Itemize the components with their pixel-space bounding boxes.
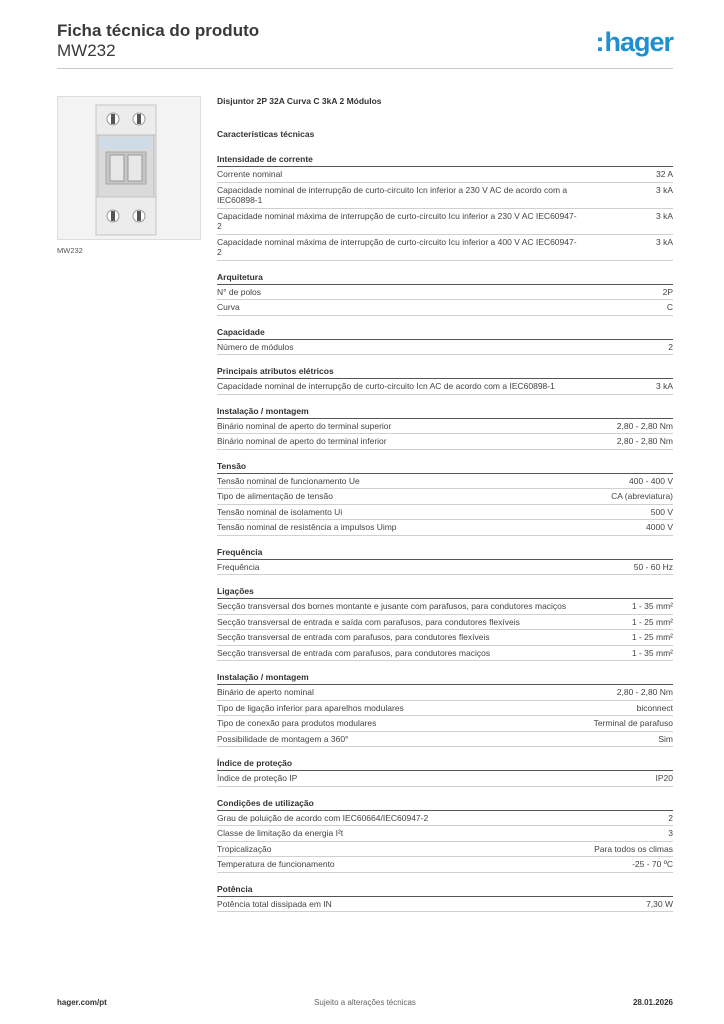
spec-label: Tensão nominal de resistência a impulsos Uimp xyxy=(217,522,397,532)
spec-value: biconnect xyxy=(636,702,673,713)
spec-label: Classe de limitação da energia I²t xyxy=(217,828,344,838)
spec-row xyxy=(217,434,673,450)
section-title: Instalação / montagem xyxy=(217,406,673,419)
spec-label: Índice de proteção IP xyxy=(217,773,298,783)
spec-label: Secção transversal dos bornes montante e jusante com parafusos, para condutores maciços xyxy=(217,601,567,611)
spec-value: 7,30 W xyxy=(646,898,673,909)
spec-value: 1 - 35 mm² xyxy=(631,601,673,611)
spec-row xyxy=(217,183,673,209)
spec-row xyxy=(217,826,673,842)
spec-value: 500 V xyxy=(650,506,673,517)
spec-value: 3 kA xyxy=(655,381,673,391)
spec-row xyxy=(217,771,673,787)
spec-value: 400 - 400 V xyxy=(629,475,673,486)
spec-section xyxy=(217,327,673,356)
spec-row xyxy=(217,285,673,301)
spec-label: Capacidade nominal de interrupção de curto-circuito Icn AC de acordo com a IEC60898-1 xyxy=(217,381,555,391)
tech-heading: Características técnicas xyxy=(217,129,315,139)
spec-section xyxy=(217,798,673,873)
spec-section xyxy=(217,154,673,261)
section-title: Frequência xyxy=(217,547,673,560)
footer-website: hager.com/pt xyxy=(57,998,107,1007)
spec-value: 1 - 35 mm² xyxy=(631,647,673,658)
spec-row xyxy=(217,615,673,631)
spec-label: Tensão nominal de funcionamento Ue xyxy=(217,475,360,486)
footer-notice: Sujeito a alterações técnicas xyxy=(314,998,416,1007)
spec-value: C xyxy=(666,302,673,312)
product-code: MW232 xyxy=(57,41,116,60)
spec-label: Binário nominal de aperto do terminal inferior xyxy=(217,436,387,446)
spec-row xyxy=(217,630,673,646)
spec-row xyxy=(217,685,673,701)
spec-value: 2,80 - 2,80 Nm xyxy=(616,420,673,431)
footer-date: 28.01.2026 xyxy=(632,998,673,1007)
photo-caption: MW232 xyxy=(57,246,83,255)
spec-value: 1 - 25 mm² xyxy=(631,616,673,627)
spec-row xyxy=(217,419,673,435)
spec-label: Capacidade nominal máxima de interrupção de curto-circuito Icu inferior a 230 V AC IEC60947-2 xyxy=(217,210,577,231)
spec-row xyxy=(217,897,673,913)
spec-value: 2P xyxy=(662,286,673,297)
spec-label: Número de módulos xyxy=(217,341,294,352)
spec-value: -25 - 70 ºC xyxy=(632,859,673,869)
spec-value: 3 kA xyxy=(655,184,673,195)
spec-value: 4000 V xyxy=(646,522,673,532)
section-title: Capacidade xyxy=(217,327,673,340)
spec-value: 3 xyxy=(668,828,673,838)
spec-row xyxy=(217,474,673,490)
spec-label: Capacidade nominal de interrupção de curto-circuito Icn inferior a 230 V AC de acordo com a IEC60898-1 xyxy=(217,184,568,205)
page-header xyxy=(57,21,673,61)
header-divider xyxy=(57,68,673,69)
spec-section xyxy=(217,406,673,450)
section-title: Principais atributos elétricos xyxy=(217,366,673,379)
spec-row xyxy=(217,489,673,505)
spec-row xyxy=(217,505,673,521)
section-title: Condições de utilização xyxy=(217,798,673,811)
spec-row xyxy=(217,811,673,827)
spec-label: Potência total dissipada em IN xyxy=(217,898,332,909)
spec-row xyxy=(217,209,673,235)
spec-value: 2 xyxy=(668,341,673,352)
spec-label: Tensão nominal de isolamento Ui xyxy=(217,506,343,517)
spec-section xyxy=(217,461,673,536)
spec-row xyxy=(217,379,673,395)
circuit-breaker-image xyxy=(58,97,200,239)
section-title: Instalação / montagem xyxy=(217,672,673,685)
spec-label: Binário nominal de aperto do terminal superior xyxy=(217,420,392,431)
spec-row xyxy=(217,857,673,873)
section-title: Intensidade de corrente xyxy=(217,154,673,167)
spec-value: Sim xyxy=(658,733,673,744)
spec-label: Tipo de conexão para produtos modulares xyxy=(217,718,377,728)
section-title: Ligações xyxy=(217,586,673,599)
spec-row xyxy=(217,560,673,576)
spec-sheet xyxy=(217,96,673,912)
spec-section xyxy=(217,758,673,787)
spec-label: Frequência xyxy=(217,561,260,572)
spec-section xyxy=(217,272,673,316)
spec-value: 3 kA xyxy=(655,210,673,221)
spec-value: Para todos os climas xyxy=(594,843,673,854)
page-title: Ficha técnica do produto xyxy=(57,21,260,40)
spec-label: Binário de aperto nominal xyxy=(217,687,314,697)
spec-row xyxy=(217,340,673,356)
spec-value: 2,80 - 2,80 Nm xyxy=(616,687,673,697)
spec-section xyxy=(217,884,673,913)
spec-label: Tropicalização xyxy=(217,843,272,854)
section-title: Tensão xyxy=(217,461,673,474)
spec-label: Corrente nominal xyxy=(217,169,283,179)
hager-logo: :hager xyxy=(595,27,673,57)
spec-label: Temperatura de funcionamento xyxy=(217,859,335,869)
spec-value: Terminal de parafuso xyxy=(593,718,673,728)
spec-row xyxy=(217,167,673,183)
spec-value: 50 - 60 Hz xyxy=(633,561,673,572)
spec-section xyxy=(217,366,673,395)
spec-row xyxy=(217,520,673,536)
spec-section xyxy=(217,547,673,576)
spec-row xyxy=(217,300,673,316)
spec-section xyxy=(217,672,673,747)
section-title: Índice de proteção xyxy=(217,758,673,771)
spec-label: Secção transversal de entrada com parafusos, para condutores flexíveis xyxy=(217,632,490,642)
spec-label: Secção transversal de entrada e saída com parafusos, para condutores flexíveis xyxy=(217,616,520,627)
spec-label: Curva xyxy=(217,302,240,312)
spec-row xyxy=(217,701,673,717)
spec-row xyxy=(217,646,673,662)
spec-value: 2,80 - 2,80 Nm xyxy=(616,436,673,446)
spec-label: Capacidade nominal máxima de interrupção de curto-circuito Icu inferior a 400 V AC IEC60947-2 xyxy=(217,236,577,257)
spec-row xyxy=(217,732,673,748)
spec-section xyxy=(217,586,673,661)
section-title: Potência xyxy=(217,884,673,897)
spec-value: 32 A xyxy=(655,169,673,179)
spec-value: CA (abreviatura) xyxy=(611,491,673,501)
spec-label: Grau de poluição de acordo com IEC60664/IEC60947-2 xyxy=(217,812,429,823)
spec-label: Tipo de alimentação de tensão xyxy=(217,491,333,501)
spec-value: 3 kA xyxy=(655,236,673,247)
spec-value: IP20 xyxy=(655,773,673,783)
spec-value: 1 - 25 mm² xyxy=(631,632,673,642)
spec-label: Possibilidade de montagem a 360° xyxy=(217,733,349,744)
section-title: Arquitetura xyxy=(217,272,673,285)
spec-row xyxy=(217,842,673,858)
spec-row xyxy=(217,716,673,732)
spec-label: Secção transversal de entrada com parafusos, para condutores maciços xyxy=(217,647,491,658)
spec-label: N° de polos xyxy=(217,286,262,297)
product-photo xyxy=(57,96,201,240)
spec-sections xyxy=(217,154,673,912)
spec-value: 2 xyxy=(668,812,673,823)
spec-label: Tipo de ligação inferior para aparelhos modulares xyxy=(217,702,404,713)
product-name: Disjuntor 2P 32A Curva C 3kA 2 Módulos xyxy=(217,96,382,106)
spec-row xyxy=(217,235,673,261)
spec-row xyxy=(217,599,673,615)
